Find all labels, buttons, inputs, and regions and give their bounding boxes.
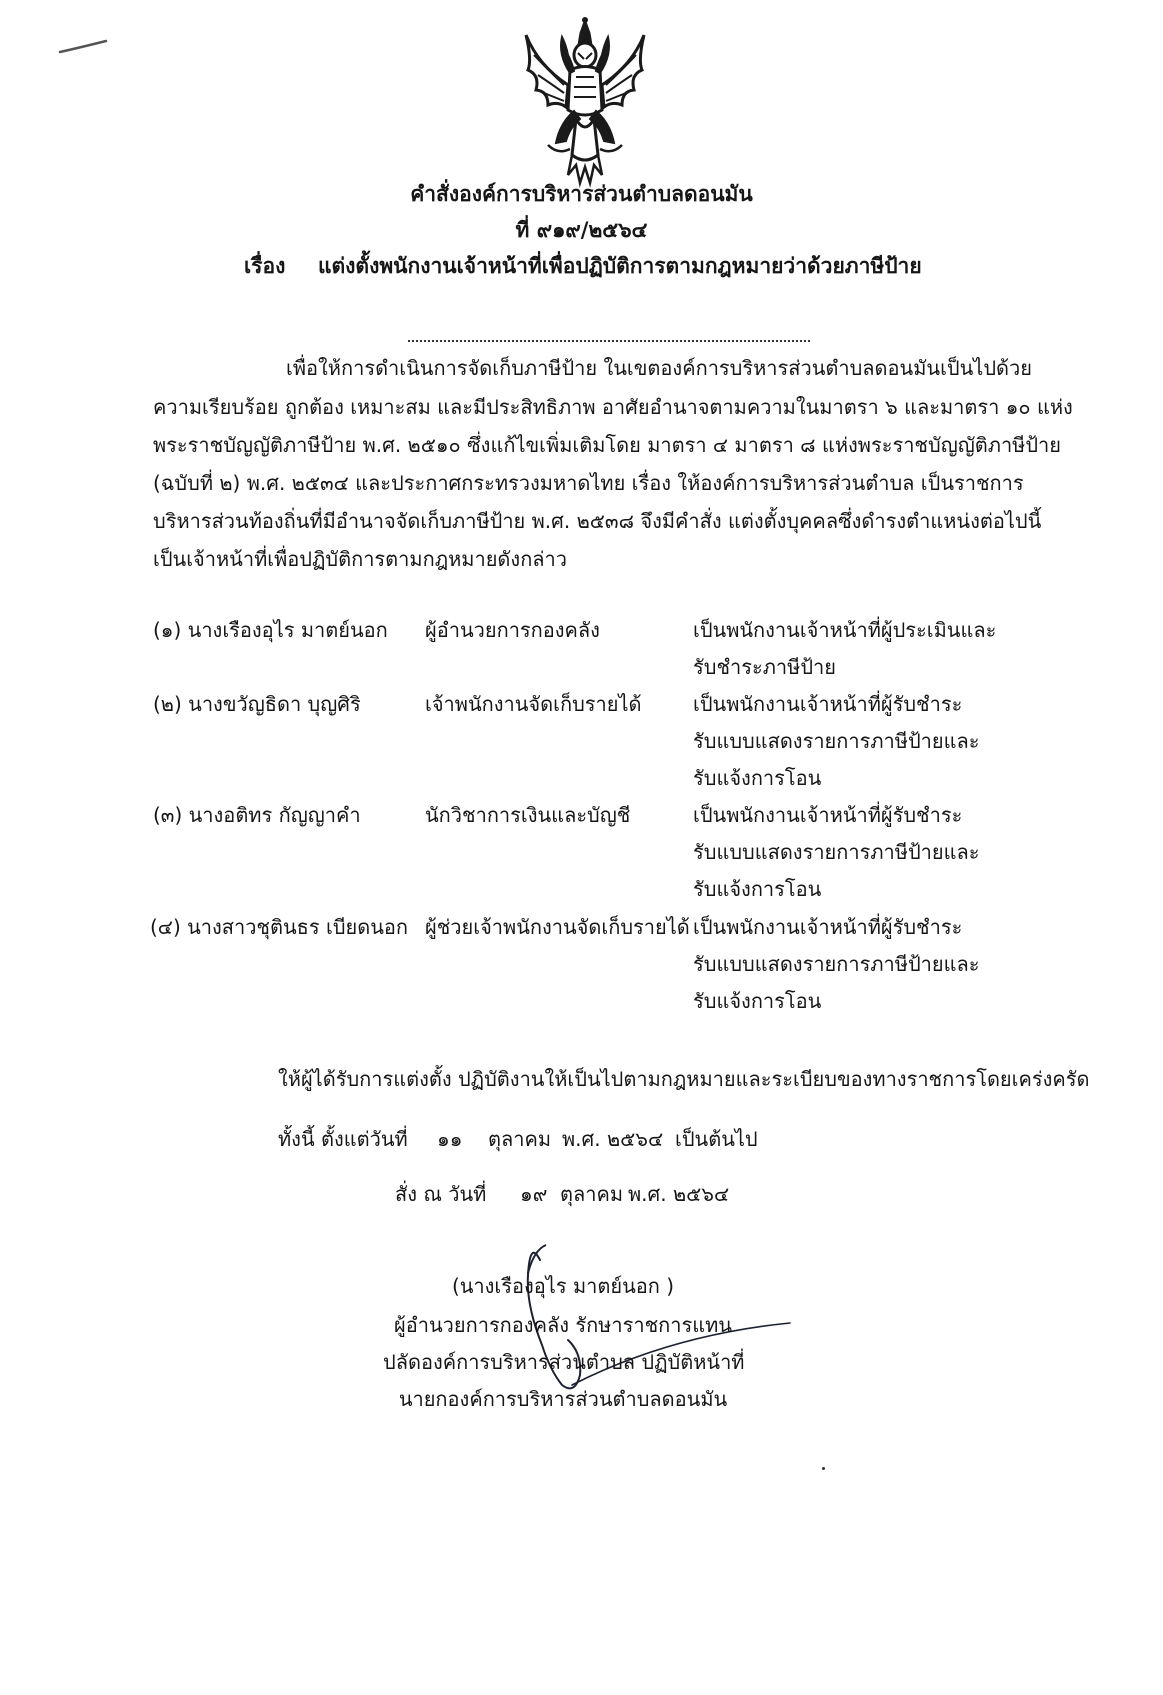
appointee-duty: เป็นพนักงานเจ้าหน้าที่ผู้รับชำระ xyxy=(693,915,963,939)
body-line: ความเรียบร้อย ถูกต้อง เหมาะสม และมีประสิทธิภาพ อาศัยอำนาจตามความในมาตรา ๖ และมาตรา ๑๐ แห่ง xyxy=(153,395,1073,419)
subject-text: แต่งตั้งพนักงานเจ้าหน้าที่เพื่อปฏิบัติการตามกฎหมายว่าด้วยภาษีป้าย xyxy=(318,254,922,278)
body-line: เป็นเจ้าหน้าที่เพื่อปฏิบัติการตามกฎหมายดังกล่าว xyxy=(153,547,568,571)
effective-month: ตุลาคม xyxy=(488,1127,552,1151)
appointee-position: ผู้ช่วยเจ้าพนักงานจัดเก็บรายได้ xyxy=(425,915,690,939)
appointee-duty: รับแบบแสดงรายการภาษีป้ายและ xyxy=(693,952,980,976)
appointee-name: (๔) นางสาวชุตินธร เบียดนอก xyxy=(150,915,409,939)
appointee-duty: รับแบบแสดงรายการภาษีป้ายและ xyxy=(693,729,980,753)
ordered-year: พ.ศ. ๒๕๖๔ xyxy=(628,1182,730,1206)
appointee-duty: เป็นพนักงานเจ้าหน้าที่ผู้ประเมินและ xyxy=(693,618,997,642)
appointee-position: ผู้อำนวยการกองคลัง xyxy=(425,618,600,642)
effective-day: ๑๑ xyxy=(437,1127,463,1151)
ordered-month: ตุลาคม xyxy=(560,1182,624,1206)
body-line: (ฉบับที่ ๒) พ.ศ. ๒๕๓๔ และประกาศกระทรวงมหาดไทย เรื่อง ให้องค์การบริหารส่วนตำบล เป็นราชการ xyxy=(153,471,1024,495)
ordered-day: ๑๙ xyxy=(520,1182,548,1206)
handwritten-signature xyxy=(520,1235,800,1450)
effective-suffix: เป็นต้นไป xyxy=(675,1127,758,1151)
signatory-name: (นางเรืองอุไร มาตย์นอก ) xyxy=(451,1274,675,1298)
appointee-name: (๓) นางอติทร กัญญาคำ xyxy=(153,803,361,827)
appointee-name: (๑) นางเรืองอุไร มาตย์นอก xyxy=(153,618,388,642)
appointee-position: นักวิชาการเงินและบัญชี xyxy=(425,803,631,827)
appointee-duty: รับชำระภาษีป้าย xyxy=(693,655,836,679)
appointee-duty: รับแบบแสดงรายการภาษีป้ายและ xyxy=(693,840,980,864)
signatory-title: ปลัดองค์การบริหารส่วนตำบล ปฏิบัติหน้าที่ xyxy=(383,1350,745,1374)
appointee-position: เจ้าพนักงานจัดเก็บรายได้ xyxy=(425,692,642,716)
effective-prefix: ทั้งนี้ ตั้งแต่วันที่ xyxy=(278,1127,408,1151)
body-line: พระราชบัญญัติภาษีป้าย พ.ศ. ๒๕๑๐ ซึ่งแก้ไขเพิ่มเติมโดย มาตรา ๔ มาตรา ๘ แห่งพระราชบัญญัติภาษีป้าย xyxy=(153,433,1062,457)
appointee-duty: รับแจ้งการโอน xyxy=(693,766,822,790)
ordered-prefix: สั่ง ณ วันที่ xyxy=(395,1182,487,1206)
order-title: คำสั่งองค์การบริหารส่วนตำบลดอนมัน xyxy=(410,182,753,206)
separator-dotted-line xyxy=(408,340,810,342)
appointee-name: (๒) นางขวัญธิดา บุญศิริ xyxy=(153,692,361,716)
appointee-duty: เป็นพนักงานเจ้าหน้าที่ผู้รับชำระ xyxy=(693,803,963,827)
signatory-title: นายกองค์การบริหารส่วนตำบลดอนมัน xyxy=(398,1387,728,1411)
appointee-duty: รับแจ้งการโอน xyxy=(693,877,822,901)
pen-mark xyxy=(58,38,110,56)
subject-label: เรื่อง xyxy=(244,254,286,278)
instruction-text: ให้ผู้ได้รับการแต่งตั้ง ปฏิบัติงานให้เป็นไปตามกฎหมายและระเบียบของทางราชการโดยเคร่งครัด xyxy=(278,1067,1090,1091)
garuda-emblem-icon xyxy=(518,15,653,193)
body-line: เพื่อให้การดำเนินการจัดเก็บภาษีป้าย ในเขตองค์การบริหารส่วนตำบลดอนมันเป็นไปด้วย xyxy=(286,356,1032,380)
appointee-duty: เป็นพนักงานเจ้าหน้าที่ผู้รับชำระ xyxy=(693,692,963,716)
stray-dot xyxy=(822,1467,825,1470)
body-line: บริหารส่วนท้องถิ่นที่มีอำนาจจัดเก็บภาษีป้าย พ.ศ. ๒๕๓๘ จึงมีคำสั่ง แต่งตั้งบุคคลซึ่งดำรงตำแหน่งต่อไปนี้ xyxy=(153,509,1042,533)
signatory-title: ผู้อำนวยการกองคลัง รักษาราชการแทน xyxy=(394,1313,732,1337)
effective-year: พ.ศ. ๒๕๖๔ xyxy=(562,1127,664,1151)
appointee-duty: รับแจ้งการโอน xyxy=(693,989,822,1013)
order-number: ที่ ๙๑๙/๒๕๖๔ xyxy=(515,218,648,242)
